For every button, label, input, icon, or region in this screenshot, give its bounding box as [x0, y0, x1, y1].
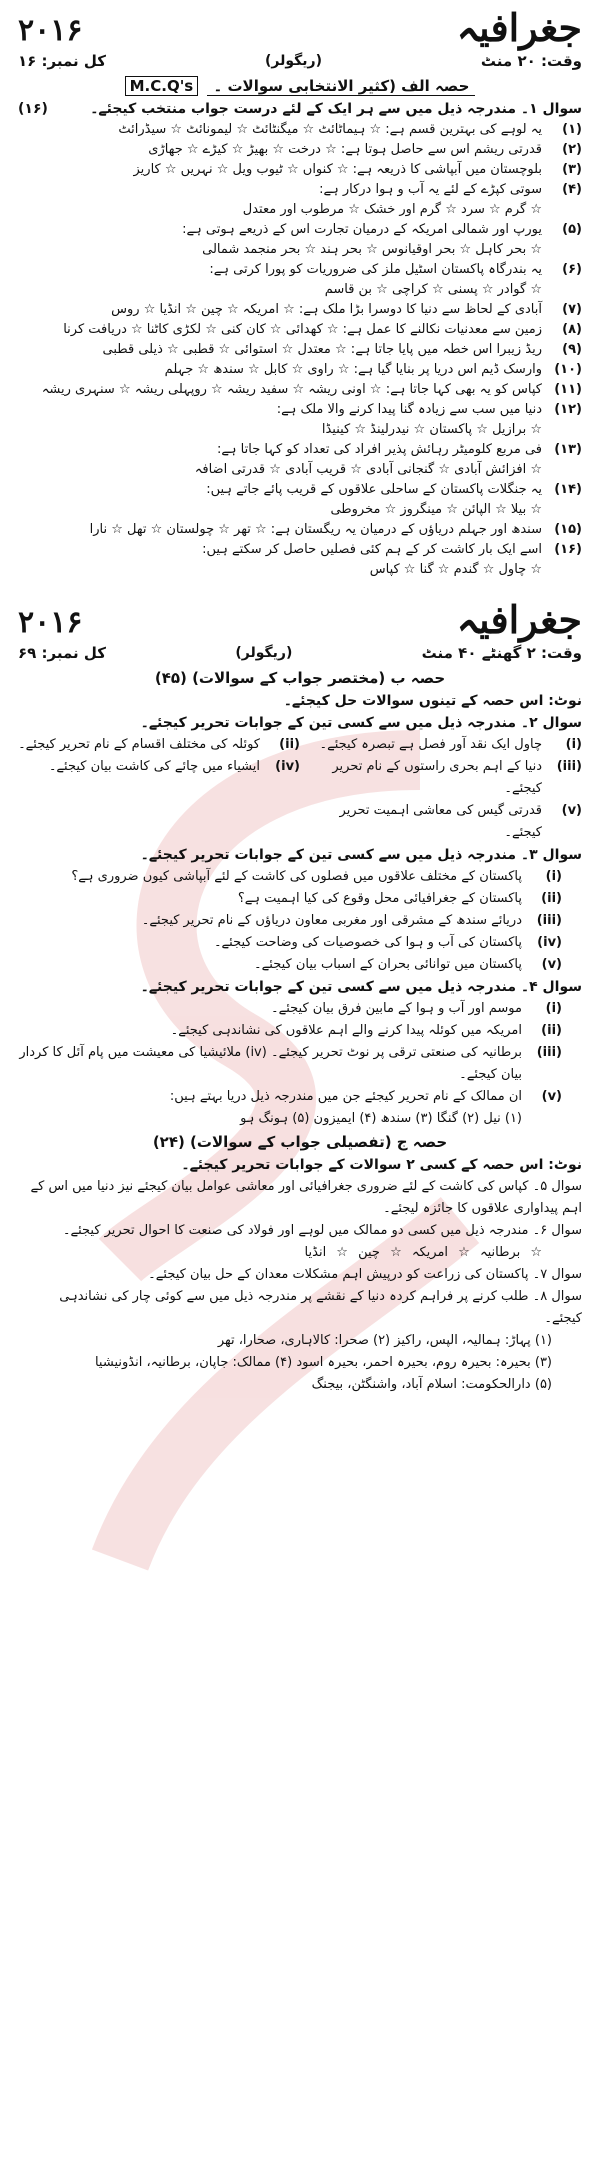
- part-c-note: نوٹ: اس حصہ کے کسی ۲ سوالات کے جوابات تحریر کیجئے۔: [181, 1157, 582, 1173]
- mcq-item: [18, 180, 582, 200]
- exam-year: ۲۰۱۶: [18, 605, 83, 640]
- sub-question: [18, 1020, 582, 1042]
- total-marks: کل نمبر: ۱۶: [18, 52, 107, 70]
- map-list-item: (۱) پہاڑ: ہمالیہ، الپس، راکیز (۲) صحرا: کالاہاری، صحارا، تھر: [217, 1333, 552, 1348]
- sub-question-text: برطانیہ کی صنعتی ترقی پر نوٹ تحریر کیجئے۔ (iv) ملائیشیا کی معیشت میں پام آئل کا کردار بیان کیجئے۔: [19, 1045, 522, 1082]
- exam-year: ۲۰۱۶: [18, 13, 83, 48]
- sub-question-number: (iv): [537, 935, 562, 950]
- subject-title: جغرافیہ: [456, 597, 582, 642]
- sub-question-number: (iii): [536, 1045, 562, 1060]
- mcq-number: (۵): [562, 222, 582, 237]
- sub-question: [18, 1086, 582, 1108]
- question-5: سوال ۵۔ کپاس کی کاشت کے لئے ضروری جغرافیائی اور معاشی عوامل بیان کیجئے نیز دنیا میں اس کے اہم پیداواری علاقوں کا جائزہ لیجئے۔: [30, 1179, 582, 1216]
- question-2-heading: سوال ۲۔ مندرجہ ذیل میں سے کسی تین کے جوابات تحریر کیجئے۔: [140, 715, 582, 731]
- part-text: دنیا کے اہم بحری راستوں کے نام تحریر کیجئے۔: [332, 759, 542, 796]
- mcq-text: وارسک ڈیم اس دریا پر بنایا گیا ہے: ☆ راوی ☆ کابل ☆ سندھ ☆ جہلم: [164, 362, 542, 377]
- part-number: (v): [561, 803, 582, 818]
- mcq-text: ☆ گوادر ☆ پسنی ☆ کراچی ☆ بن قاسم: [324, 282, 542, 297]
- mcq-item: [18, 420, 582, 440]
- sub-question: [18, 910, 582, 932]
- part-number: (iv): [275, 759, 300, 774]
- question-8-list: [18, 1330, 582, 1396]
- mcq-number: (۱۱): [554, 382, 582, 397]
- mcq-text: یہ لوہے کی بہترین قسم ہے: ☆ ہیماٹائٹ ☆ میگنٹائٹ ☆ لیمونائٹ ☆ سیڈرائٹ: [118, 122, 542, 137]
- question-8: سوال ۸۔ طلب کرنے پر فراہم کردہ دنیا کے نقشے پر مندرجہ ذیل میں سے کوئی چار کی نشاندہی کیجئے۔: [59, 1289, 582, 1326]
- mcq-item: [18, 520, 582, 540]
- mcq-item: [18, 160, 582, 180]
- question-4-list: [18, 998, 582, 1130]
- question-2-row: [18, 800, 582, 844]
- question-2-part: [18, 734, 300, 756]
- mcq-text: بلوچستان میں آبپاشی کا ذریعہ ہے: ☆ کنواں ☆ ٹیوب ویل ☆ نہریں ☆ کاریز: [133, 162, 542, 177]
- mcq-item: [18, 320, 582, 340]
- part-c-title: حصہ ج (تفصیلی جواب کے سوالات) (۲۴): [152, 1133, 448, 1151]
- mcq-item: [18, 280, 582, 300]
- sub-question-number: (ii): [541, 1023, 562, 1038]
- sub-question: [18, 998, 582, 1020]
- sub-question-text: (۱) نیل (۲) گنگا (۳) سندھ (۴) ایمیزون (۵) ہونگ ہو: [240, 1111, 522, 1126]
- question-4-heading: سوال ۴۔ مندرجہ ذیل میں سے کسی تین کے جوابات تحریر کیجئے۔: [140, 979, 582, 995]
- sub-question-number: (v): [541, 1089, 562, 1104]
- mcq-text: سوتی کپڑے کے لئے یہ آب و ہوا درکار ہے:: [319, 182, 542, 197]
- sub-question-number: [522, 1108, 582, 1130]
- mcq-number: (۳): [562, 162, 582, 177]
- part-number: (iii): [556, 759, 582, 774]
- mcq-item: [18, 340, 582, 360]
- sub-question-number: (iii): [536, 913, 562, 928]
- mcq-item: [18, 260, 582, 280]
- mcq-text: ☆ چاول ☆ گندم ☆ گنا ☆ کپاس: [369, 562, 542, 577]
- mcq-text: ☆ گرم ☆ سرد ☆ گرم اور خشک ☆ مرطوب اور معتدل: [242, 202, 542, 217]
- question-3-heading: سوال ۳۔ مندرجہ ذیل میں سے کسی تین کے جوابات تحریر کیجئے۔: [140, 847, 582, 863]
- sub-question-text: پاکستان کے جغرافیائی محل وقوع کی کیا اہمیت ہے؟: [237, 891, 522, 906]
- mcq-number: (۴): [562, 182, 582, 197]
- part-number: (i): [565, 737, 582, 752]
- mcq-text: ☆ افزائش آبادی ☆ گنجانی آبادی ☆ قریب آبادی ☆ قدرتی اضافہ: [194, 462, 542, 477]
- sub-question-text: پاکستان کے مختلف علاقوں میں فصلوں کی کاشت کے لئے آبپاشی کیوں ضروری ہے؟: [71, 869, 522, 884]
- sub-question-number: (i): [545, 1001, 562, 1016]
- objective-section: [18, 6, 582, 580]
- mcq-text: ریڈ زیبرا اس خطہ میں پایا جاتا ہے: ☆ معتدل ☆ استوائی ☆ قطبی ☆ ذیلی قطبی: [102, 342, 542, 357]
- sub-question-number: (i): [545, 869, 562, 884]
- sub-question-text: دریائے سندھ کے مشرقی اور مغربی معاون دریاؤں کے نام تحریر کیجئے۔: [141, 913, 522, 928]
- question-3-list: [18, 866, 582, 976]
- mcq-number: (۱۲): [554, 402, 582, 417]
- time-allowed: وقت: ۲ گھنٹے ۴۰ منٹ: [421, 644, 582, 662]
- mcq-text: زمین سے معدنیات نکالنے کا عمل ہے: ☆ کھدائی ☆ کان کنی ☆ لکڑی کاٹنا ☆ دریافت کرنا: [63, 322, 542, 337]
- question-2-row: [18, 756, 582, 800]
- mcq-item: [18, 300, 582, 320]
- mcq-number: (۱۶): [554, 542, 582, 557]
- question-2-part: [300, 756, 582, 800]
- subject-title: جغرافیہ: [456, 5, 582, 50]
- sub-question: [18, 888, 582, 910]
- question-2-row: [18, 734, 582, 756]
- mcq-text: دنیا میں سب سے زیادہ گنا پیدا کرنے والا ملک ہے:: [276, 402, 542, 417]
- mcq-item: [18, 380, 582, 400]
- mcq-item: [18, 540, 582, 560]
- mcq-item: [18, 500, 582, 520]
- map-list-item: (۵) دارالحکومت: اسلام آباد، واشنگٹن، بیجنگ: [311, 1377, 552, 1392]
- mcq-text: سندھ اور جہلم دریاؤں کے درمیان یہ ریگستان ہے: ☆ تھر ☆ چولستان ☆ تھل ☆ نارا: [89, 522, 542, 537]
- mcq-number: (۱۵): [554, 522, 582, 537]
- mcq-text: یورپ اور شمالی امریکہ کے درمیان تجارت اس کے ذریعے ہوتی ہے:: [182, 222, 542, 237]
- total-marks: کل نمبر: ۶۹: [18, 644, 107, 662]
- mcq-item: [18, 440, 582, 460]
- mcq-item: [18, 400, 582, 420]
- sub-question-text: موسم اور آب و ہوا کے مابین فرق بیان کیجئے۔: [270, 1001, 522, 1016]
- mcq-text: اسے ایک بار کاشت کر کے ہم کئی فصلیں حاصل کر سکتے ہیں:: [202, 542, 542, 557]
- subjective-section: [18, 598, 582, 1396]
- mcq-number: (۷): [562, 302, 582, 317]
- exam-type: (ریگولر): [235, 645, 293, 661]
- mcq-item: [18, 480, 582, 500]
- mcq-number: (۱۴): [554, 482, 582, 497]
- mcq-number: (۱۰): [554, 362, 582, 377]
- question-6-options: ☆ برطانیہ ☆ امریکہ ☆ چین ☆ انڈیا: [304, 1245, 542, 1260]
- part-a-title: حصہ الف (کثیر الانتخابی سوالات ۔ M.C.Q's: [18, 74, 582, 98]
- mcq-item: [18, 120, 582, 140]
- part-number: (ii): [279, 737, 300, 752]
- sub-question-number: (ii): [541, 891, 562, 906]
- mcq-number: (۹): [562, 342, 582, 357]
- mcq-number: (۱): [562, 122, 582, 137]
- part-b-title: حصہ ب (مختصر جواب کے سوالات) (۴۵): [154, 669, 446, 687]
- part-text: ایشیاء میں چائے کی کاشت بیان کیجئے۔: [48, 759, 260, 774]
- sub-question-text: امریکہ میں کوئلہ پیدا کرنے والے اہم علاقوں کی نشاندہی کیجئے۔: [170, 1023, 522, 1038]
- part-text: چاول ایک نقد آور فصل ہے تبصرہ کیجئے۔: [319, 737, 542, 752]
- mcq-number: (۲): [562, 142, 582, 157]
- question-2-list: [18, 734, 582, 844]
- question-2-part: [300, 800, 582, 844]
- question-1-heading: سوال ۱۔ مندرجہ ذیل میں سے ہر ایک کے لئے درست جواب منتخب کیجئے۔ (۱۶): [18, 101, 582, 117]
- mcq-item: [18, 140, 582, 160]
- mcq-text: کپاس کو یہ بھی کہا جاتا ہے: ☆ اونی ریشہ ☆ سفید ریشہ ☆ روپہلی ریشہ ☆ سنہری ریشہ: [41, 382, 542, 397]
- mcq-item: [18, 200, 582, 220]
- question-2-part: [18, 756, 300, 800]
- question-7: سوال ۷۔ پاکستان کی زراعت کو درپیش اہم مشکلات معدان کے حل بیان کیجئے۔: [148, 1267, 582, 1282]
- sub-question: [18, 954, 582, 976]
- mcq-text: فی مربع کلومیٹر رہائش پذیر افراد کی تعداد کو کہا جاتا ہے:: [216, 442, 542, 457]
- mcq-list: [18, 120, 582, 580]
- mcq-number: (۱۳): [554, 442, 582, 457]
- mcq-text: ☆ بحر کاہل ☆ بحر اوقیانوس ☆ بحر ہند ☆ بحر منجمد شمالی: [202, 242, 542, 257]
- part-text: قدرتی گیس کی معاشی اہمیت تحریر کیجئے۔: [339, 803, 542, 840]
- sub-question: [18, 932, 582, 954]
- map-list-item: (۳) بحیرہ: بحیرہ روم، بحیرہ احمر، بحیرہ اسود (۴) ممالک: جاپان، برطانیہ، انڈونیشیا: [94, 1355, 552, 1370]
- sub-question-text: ان ممالک کے نام تحریر کیجئے جن میں مندرجہ ذیل دریا بہتے ہیں:: [169, 1089, 522, 1104]
- exam-type: (ریگولر): [264, 53, 322, 69]
- sub-question: [18, 866, 582, 888]
- mcq-text: آبادی کے لحاظ سے دنیا کا دوسرا بڑا ملک ہے: ☆ امریکہ ☆ چین ☆ انڈیا ☆ روس: [111, 302, 542, 317]
- mcq-text: یہ جنگلات پاکستان کے ساحلی علاقوں کے قریب پائے جاتے ہیں:: [206, 482, 542, 497]
- mcq-text: یہ بندرگاہ پاکستان اسٹیل ملز کی ضروریات کو پورا کرتی ہے:: [209, 262, 542, 277]
- mcq-item: [18, 220, 582, 240]
- sub-question-text: پاکستان میں توانائی بحران کے اسباب بیان کیجئے۔: [254, 957, 522, 972]
- time-allowed: وقت: ۲۰ منٹ: [480, 52, 582, 70]
- mcq-item: [18, 460, 582, 480]
- mcq-tag: M.C.Q's: [125, 76, 199, 96]
- sub-question: [18, 1108, 582, 1130]
- mcq-item: [18, 240, 582, 260]
- part-number: [260, 800, 300, 844]
- mcq-number: (۸): [562, 322, 582, 337]
- part-b-note: نوٹ: اس حصہ کے تینوں سوالات حل کیجئے۔: [283, 693, 582, 709]
- question-6: سوال ۶۔ مندرجہ ذیل میں کسی دو ممالک میں لوہے اور فولاد کی صنعت کا احوال تحریر کیجئے۔: [62, 1223, 582, 1238]
- mcq-number: (۶): [562, 262, 582, 277]
- mcq-item: [18, 360, 582, 380]
- mcq-text: ☆ بیلا ☆ الپائن ☆ مینگروز ☆ مخروطی: [330, 502, 542, 517]
- sub-question-number: (v): [541, 957, 562, 972]
- question-2-part: [18, 800, 300, 844]
- sub-question: [18, 1042, 582, 1086]
- question-2-part: [300, 734, 582, 756]
- mcq-item: [18, 560, 582, 580]
- sub-question-text: پاکستان کی آب و ہوا کی خصوصیات کی وضاحت کیجئے۔: [213, 935, 522, 950]
- mcq-text: ☆ برازیل ☆ پاکستان ☆ نیدرلینڈ ☆ کینیڈا: [321, 422, 542, 437]
- part-text: کوئلہ کی مختلف اقسام کے نام تحریر کیجئے۔: [18, 737, 260, 752]
- mcq-text: قدرتی ریشم اس سے حاصل ہوتا ہے: ☆ درخت ☆ بھیڑ ☆ کیڑے ☆ جھاڑی: [148, 142, 542, 157]
